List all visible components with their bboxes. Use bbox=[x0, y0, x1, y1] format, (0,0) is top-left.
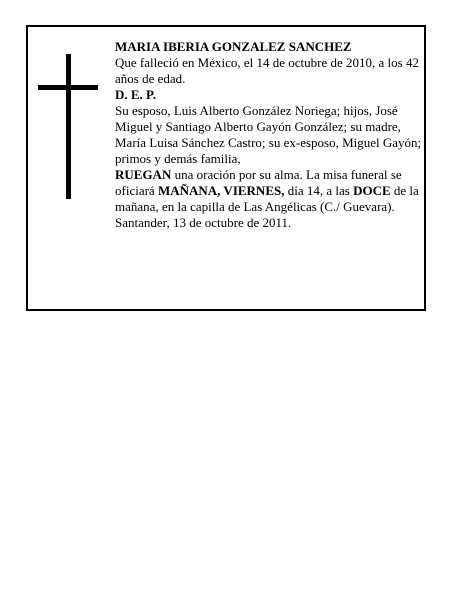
latin-cross-icon bbox=[38, 54, 98, 199]
time-bold: DOCE bbox=[353, 183, 391, 198]
request-bold: RUEGAN bbox=[115, 167, 172, 182]
obituary-notice bbox=[26, 25, 426, 311]
request-text: una oración por su alma. La misa funeral se oficiará bbox=[115, 167, 402, 198]
death-line: Que falleció en México, el 14 de octubre de 2010, a los 42 años de edad. bbox=[115, 55, 419, 86]
cross-vertical-bar bbox=[66, 54, 71, 199]
place-date-line: Santander, 13 de octubre de 2011. bbox=[115, 215, 292, 230]
day-text: día 14, a las bbox=[284, 183, 354, 198]
cross-horizontal-bar bbox=[38, 85, 98, 90]
funeral-paragraph bbox=[115, 167, 423, 215]
day-bold: MAÑANA, VIERNES, bbox=[157, 183, 285, 198]
family-line: Su esposo, Luis Alberto González Noriega; hijos, José Miguel y Santiago Alberto Gayón González; su madre, María Luisa Sánchez Castro; su ex-esposo, Miguel Gayón; primos y demás familia, bbox=[115, 103, 422, 166]
rip-line: D. E. P. bbox=[115, 87, 157, 102]
deceased-name: MARIA IBERIA GONZALEZ SANCHEZ bbox=[115, 39, 352, 54]
place-text: de la mañana, en la capilla de Las Angélicas (C./ Guevara). bbox=[115, 183, 419, 214]
notice-text bbox=[115, 39, 423, 231]
